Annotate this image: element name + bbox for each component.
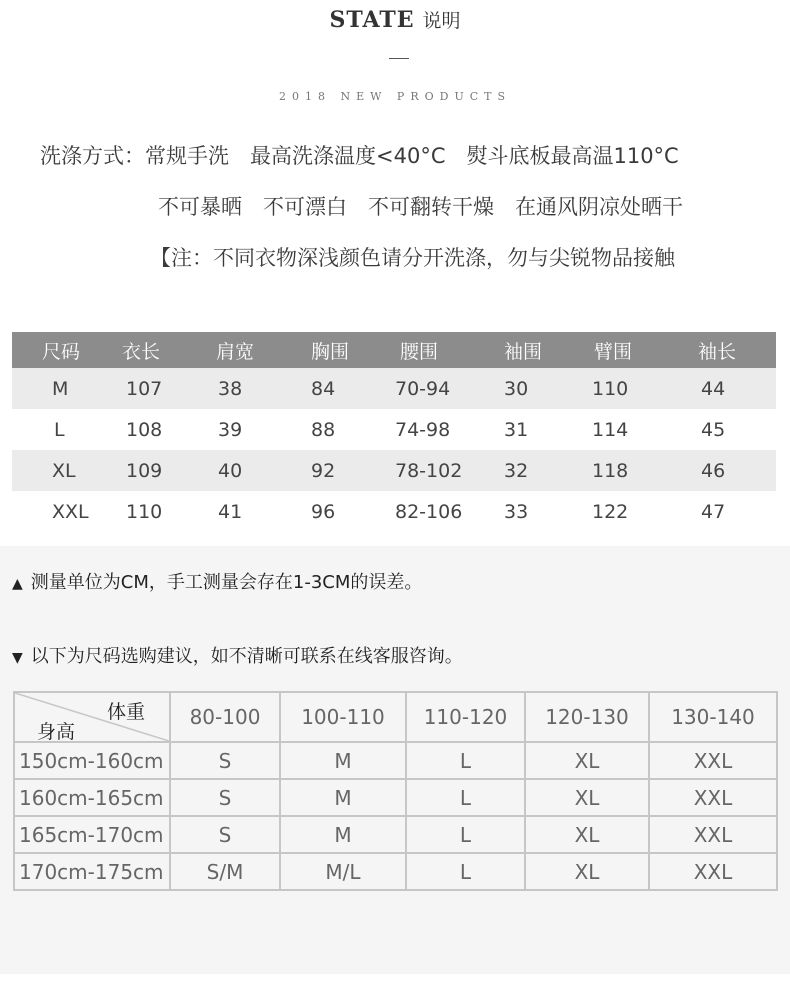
col-header-shoulder: 肩宽 [198,332,286,368]
table-row [14,742,777,779]
table-cell: XL [12,450,108,491]
measurement-note-text: 测量单位为CM，手工测量会存在1-3CM的误差。 [30,572,423,593]
table-cell: 96 [311,500,336,523]
size-cell: L [406,779,525,816]
title-chinese: 说明 [422,10,461,32]
recommendation-header-row [14,692,777,742]
weight-header: 80-100 [170,692,280,742]
size-cell: XXL [649,742,777,779]
size-cell: S/M [170,853,280,890]
col-header-arm: 臂围 [577,332,673,368]
table-cell: 39 [218,418,243,441]
measurement-note [12,568,422,594]
size-cell: XXL [649,816,777,853]
triangle-up-icon: ▲ [12,576,23,592]
size-cell: S [170,816,280,853]
height-range: 170cm-175cm [14,853,170,890]
table-cell: 70-94 [383,368,489,409]
table-row [14,853,777,890]
weight-header: 110-120 [406,692,525,742]
table-row [12,450,776,491]
advice-note [12,642,463,668]
size-cell: L [406,742,525,779]
page-subtitle: 2018 NEW PRODUCTS [278,90,512,103]
col-header-size: 尺码 [12,332,108,368]
height-label: 身高 [37,721,76,743]
table-cell: 47 [701,500,726,523]
title-english: STATE [329,7,415,33]
table-row [14,816,777,853]
size-cell: XXL [649,853,777,890]
table-cell: 107 [108,368,198,409]
triangle-down-icon: ▼ [12,650,23,666]
weight-header: 120-130 [525,692,649,742]
height-range: 160cm-165cm [14,779,170,816]
corner-cell [14,692,170,742]
table-cell: 45 [701,418,726,441]
weight-header: 130-140 [649,692,777,742]
height-range: 150cm-160cm [14,742,170,779]
table-cell: 109 [108,450,198,491]
size-chart-table [12,332,776,532]
size-cell: M/L [280,853,406,890]
size-cell: M [280,779,406,816]
size-cell: XL [525,853,649,890]
size-cell: XL [525,742,649,779]
table-cell: 78-102 [383,450,489,491]
size-cell: L [406,816,525,853]
table-row [12,491,776,532]
col-header-sleeve-width: 袖围 [489,332,577,368]
table-cell: 92 [286,450,383,491]
advice-note-text: 以下为尺码选购建议，如不清晰可联系在线客服咨询。 [30,646,463,667]
table-cell: 74-98 [395,418,451,441]
table-cell: 82-106 [395,500,463,523]
table-row [14,779,777,816]
size-cell: S [170,779,280,816]
table-cell: 31 [504,418,529,441]
col-header-length: 衣长 [108,332,198,368]
col-header-sleeve-length: 袖长 [673,332,776,368]
table-cell: XXL [52,500,89,523]
table-cell: M [12,368,108,409]
table-cell: 38 [198,368,286,409]
table-cell: 41 [218,500,243,523]
table-cell: 110 [126,500,163,523]
table-cell: 40 [198,450,286,491]
table-cell: 110 [577,368,673,409]
height-range: 165cm-170cm [14,816,170,853]
table-cell: 46 [673,450,776,491]
weight-label: 体重 [107,701,146,723]
size-cell: M [280,816,406,853]
table-cell: 118 [577,450,673,491]
page-title [0,6,790,33]
table-cell: L [54,418,65,441]
table-cell: 84 [286,368,383,409]
size-cell: L [406,853,525,890]
col-header-waist: 腰围 [383,332,489,368]
wash-instructions-line2: 不可暴晒 不可漂白 不可翻转干燥 在通风阴凉处晒干 [158,195,683,219]
title-divider [389,58,409,59]
table-cell: 114 [592,418,629,441]
size-chart-header-row [12,332,776,368]
size-cell: XL [525,779,649,816]
table-cell: 33 [504,500,529,523]
table-row [12,368,776,409]
size-cell: S [170,742,280,779]
table-cell: 44 [673,368,776,409]
size-recommendation-table [13,691,778,891]
wash-instructions-line1: 洗涤方式：常规手洗 最高洗涤温度<40°C 熨斗底板最高温110°C [40,144,679,168]
size-cell: M [280,742,406,779]
size-cell: XL [525,816,649,853]
table-cell: 122 [592,500,629,523]
table-cell: 108 [126,418,163,441]
col-header-chest: 胸围 [286,332,383,368]
weight-header: 100-110 [280,692,406,742]
table-cell: 88 [311,418,336,441]
wash-instructions-note: 【注：不同衣物深浅颜色请分开洗涤，勿与尖锐物品接触 [150,246,675,270]
table-cell: 30 [489,368,577,409]
table-cell: 32 [489,450,577,491]
table-row [12,409,776,450]
size-cell: XXL [649,779,777,816]
